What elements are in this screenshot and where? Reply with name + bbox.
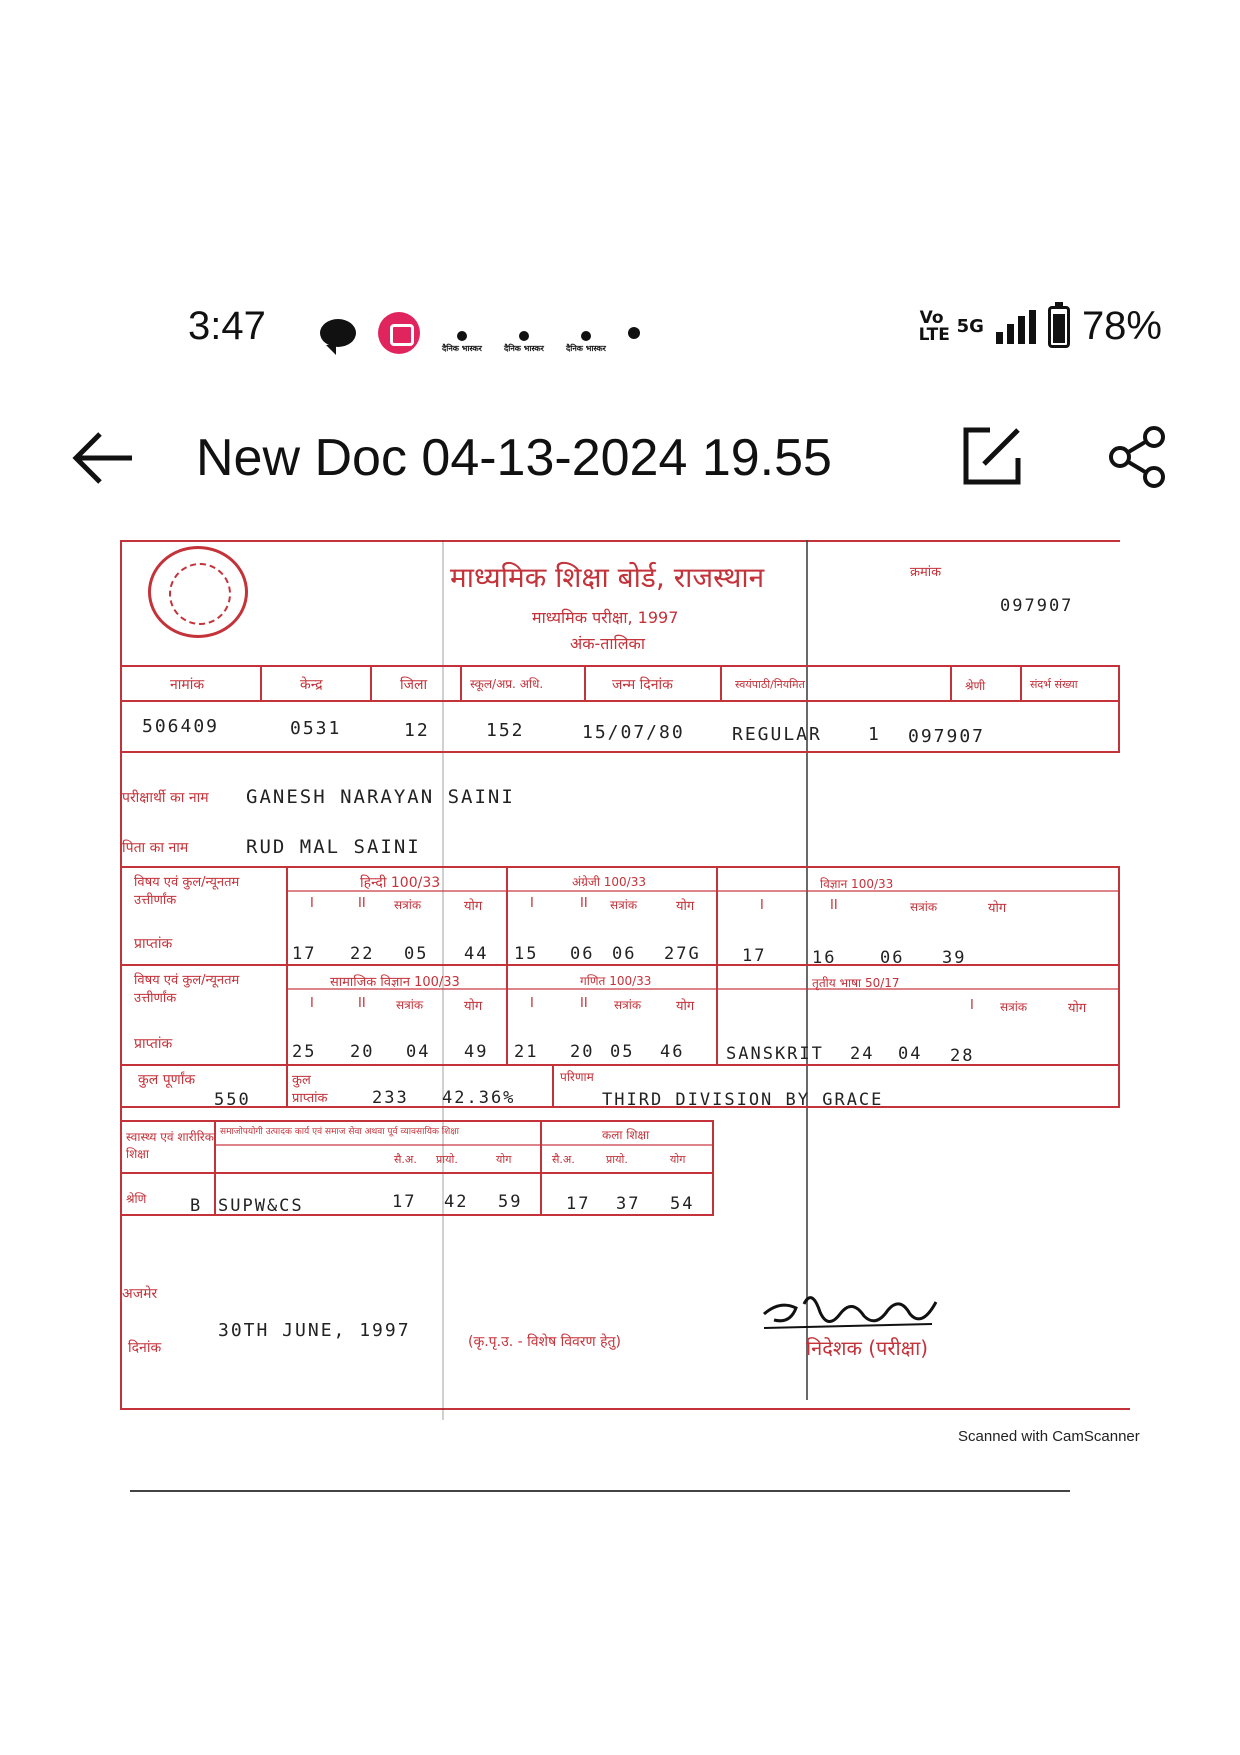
battery-percent: 78% [1081, 304, 1162, 348]
art-mark: 17 [566, 1194, 591, 1214]
col-head: योग [988, 901, 1007, 916]
max-marks: 550 [214, 1090, 251, 1110]
marks-cell: 25 [292, 1042, 317, 1062]
share-button[interactable] [1106, 426, 1168, 488]
health-label: स्वास्थ्य एवं शारीरिक शिक्षा [126, 1130, 214, 1161]
document-title: New Doc 04-13-2024 19.55 [196, 429, 832, 487]
col-head: योग [676, 899, 695, 914]
art-label: कला शिक्षा [602, 1128, 650, 1142]
col-head: II [580, 896, 588, 911]
status-bar [0, 300, 1240, 360]
col-head: योग [464, 899, 483, 914]
battery-icon [1048, 306, 1070, 348]
col-head: II [580, 996, 588, 1011]
col-head: II [358, 996, 366, 1011]
app-bar [0, 420, 1240, 500]
obtained-label: प्राप्तांक [134, 936, 173, 952]
division-no: 1 [868, 724, 881, 745]
subject-maths: गणित 100/33 [580, 974, 652, 988]
result-label: परिणाम [560, 1070, 594, 1084]
notification-icons [320, 312, 640, 354]
board-seal [148, 546, 248, 638]
subject-social-science: सामाजिक विज्ञान 100/33 [330, 975, 460, 990]
video-icon [378, 312, 420, 354]
marks-cell: 46 [660, 1042, 685, 1062]
pto-note: (कृ.पृ.उ. - विशेष विवरण हेतु) [468, 1334, 621, 1350]
sub-head: योग [496, 1153, 512, 1166]
father-name: RUD MAL SAINI [246, 836, 421, 858]
col-head: I [760, 898, 764, 913]
subject-header: विषय एवं कुल/न्यूनतम उत्तीर्णांक [134, 973, 240, 1006]
board-name: माध्यमिक शिक्षा बोर्ड, राजस्थान [450, 561, 765, 594]
issue-date: 30TH JUNE, 1997 [218, 1320, 411, 1341]
division-label: श्रेणी [965, 679, 986, 693]
percentage: 42.36% [442, 1088, 516, 1108]
supw-label: समाजोपयोगी उत्पादक कार्य एवं समाज सेवा अथवा पूर्व व्यावसायिक शिक्षा [220, 1127, 460, 1137]
marks-cell: 49 [464, 1042, 489, 1062]
bottom-border [120, 1408, 1130, 1410]
sub-head: योग [670, 1153, 686, 1166]
share-icon [1106, 426, 1168, 488]
subject-science: विज्ञान 100/33 [820, 877, 894, 891]
signature [760, 1284, 960, 1340]
max-marks-label: कुल पूर्णांक [138, 1072, 196, 1088]
marks-cell: 06 [570, 944, 595, 964]
marks-cell: 27G [664, 944, 701, 964]
system-indicators [919, 304, 1162, 349]
obtained-label: प्राप्तांक [134, 1036, 173, 1052]
marks-cell: 05 [610, 1042, 635, 1062]
grade-label: श्रेणि [126, 1192, 147, 1206]
exam-name: माध्यमिक परीक्षा, 1997 [532, 608, 679, 627]
supw-name: SUPW&CS [218, 1196, 304, 1216]
scan-edge-line [130, 1490, 1070, 1492]
total-obtained: 233 [372, 1088, 409, 1108]
subject-third-language: तृतीय भाषा 50/17 [812, 976, 900, 990]
col-head: II [358, 896, 366, 911]
centre-code: 0531 [290, 718, 342, 739]
marks-cell: 15 [514, 944, 539, 964]
candidate-type: REGULAR [732, 724, 822, 745]
clock: 3:47 [188, 304, 266, 348]
candidate-name-label: परीक्षार्थी का नाम [122, 790, 209, 806]
marks-cell: 20 [350, 1042, 375, 1062]
news-icon: दैनिक भास्कर [504, 313, 544, 353]
date-of-birth: 15/07/80 [582, 722, 685, 743]
sub-head: सै.अ. [394, 1153, 417, 1166]
serial-label: क्रमांक [910, 565, 942, 580]
col-head: सत्रांक [610, 898, 638, 912]
col-head: I [530, 996, 534, 1011]
sub-head: प्रायो. [436, 1153, 458, 1166]
top-border [120, 540, 1120, 542]
news-icon: दैनिक भास्कर [566, 313, 606, 353]
doc-type: अंक-तालिका [570, 634, 645, 653]
col-head: I [310, 996, 314, 1011]
watermark: Scanned with CamScanner [958, 1428, 1140, 1445]
marks-cell: 05 [404, 944, 429, 964]
subject-english: अंग्रेजी 100/33 [572, 875, 646, 889]
centre-label: केन्द्र [300, 677, 323, 693]
col-head: II [830, 898, 838, 913]
date-label: दिनांक [128, 1340, 162, 1356]
col-head: I [310, 896, 314, 911]
mode-label: स्वयंपाठी/नियमित [735, 678, 805, 691]
total-obtained-label: कुल प्राप्तांक [292, 1073, 328, 1106]
marks-cell: 16 [812, 948, 837, 968]
news-icon: दैनिक भास्कर [442, 313, 482, 353]
marks-cell: 04 [406, 1042, 431, 1062]
roll-no-label: नामांक [170, 677, 205, 693]
marks-cell: 24 [850, 1044, 875, 1064]
marks-cell: 17 [742, 946, 767, 966]
col-head: योग [464, 999, 483, 1014]
district-label: जिला [400, 677, 428, 693]
supw-mark: 42 [444, 1192, 469, 1212]
roll-no: 506409 [142, 716, 220, 737]
back-arrow-icon [72, 430, 136, 486]
marks-cell: 39 [942, 948, 967, 968]
marks-cell: 04 [898, 1044, 923, 1064]
district-code: 12 [404, 720, 430, 741]
art-mark: 54 [670, 1194, 695, 1214]
col-head: I [970, 998, 974, 1013]
sub-head: प्रायो. [606, 1153, 628, 1166]
art-mark: 37 [616, 1194, 641, 1214]
third-language-name: SANSKRIT [726, 1044, 824, 1064]
place-label: अजमेर [122, 1286, 158, 1302]
dob-label: जन्म दिनांक [612, 677, 673, 693]
marks-cell: 28 [950, 1046, 975, 1066]
result: THIRD DIVISION BY GRACE [602, 1090, 884, 1110]
edit-icon [960, 424, 1024, 488]
signatory: निदेशक (परीक्षा) [806, 1336, 929, 1360]
marks-cell: 17 [292, 944, 317, 964]
marks-cell: 22 [350, 944, 375, 964]
col-head: सत्रांक [910, 900, 938, 914]
col-head: योग [1068, 1001, 1087, 1016]
school-label: स्कूल/अप्र. अधि. [470, 677, 544, 691]
father-name-label: पिता का नाम [122, 840, 189, 856]
col-head: सत्रांक [614, 998, 642, 1012]
col-head: I [530, 896, 534, 911]
marksheet-document [120, 540, 1135, 1420]
serial-number: 097907 [1000, 596, 1074, 616]
candidate-name: GANESH NARAYAN SAINI [246, 786, 515, 808]
supw-mark: 17 [392, 1192, 417, 1212]
marks-cell: 06 [880, 948, 905, 968]
marks-cell: 21 [514, 1042, 539, 1062]
col-head: सत्रांक [1000, 1000, 1028, 1014]
col-head: योग [676, 999, 695, 1014]
chat-icon [320, 319, 356, 347]
more-notifications-dot [628, 327, 640, 339]
signal-icon [996, 310, 1036, 344]
col-head: सत्रांक [394, 898, 422, 912]
health-grade: B [190, 1196, 203, 1216]
volte-icon: Vo LTE [918, 307, 950, 345]
col-head: सत्रांक [396, 998, 424, 1012]
sub-head: सै.अ. [552, 1153, 575, 1166]
marks-cell: 20 [570, 1042, 595, 1062]
subject-header: विषय एवं कुल/न्यूनतम उत्तीर्णांक [134, 875, 240, 908]
edit-button[interactable] [960, 424, 1024, 488]
back-button[interactable] [72, 430, 136, 486]
supw-mark: 59 [498, 1192, 523, 1212]
subject-hindi: हिन्दी 100/33 [360, 875, 441, 891]
marks-cell: 44 [464, 944, 489, 964]
network-type: 5G [956, 316, 984, 337]
reference-label: संदर्भ संख्या [1030, 678, 1078, 691]
info-divider [120, 700, 1120, 702]
reference-no: 097907 [908, 726, 986, 747]
school-code: 152 [486, 720, 525, 741]
marks-cell: 06 [612, 944, 637, 964]
